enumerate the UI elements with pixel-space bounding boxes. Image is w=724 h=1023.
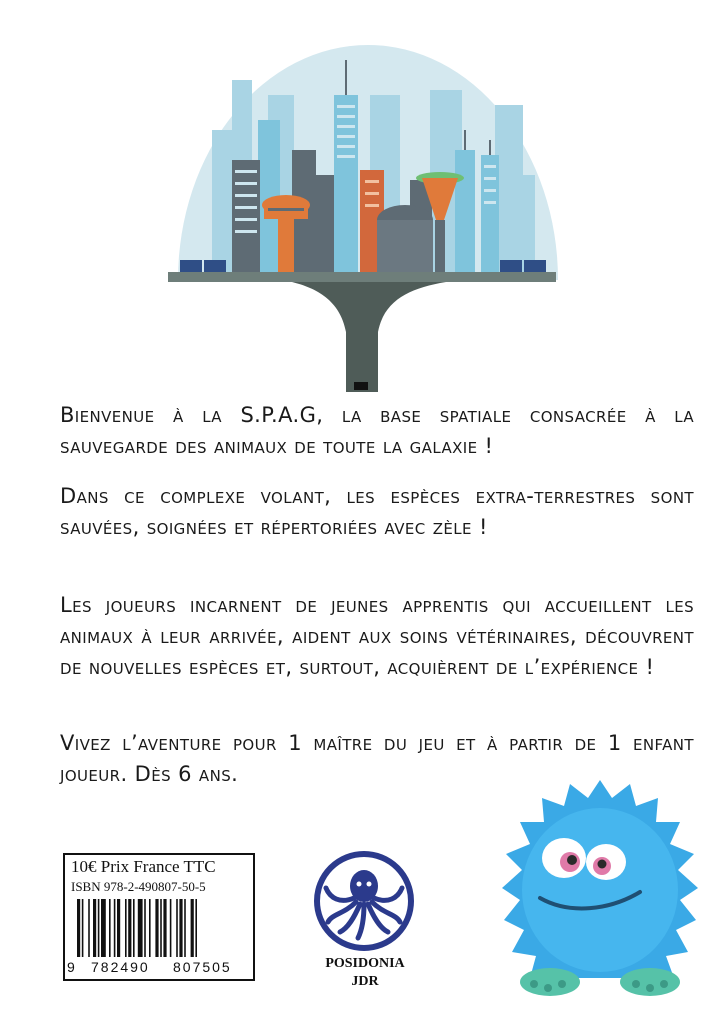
isbn-label: ISBN 978-2-490807-50-5 xyxy=(71,879,206,894)
blurb-audience: Vivez l’aventure pour 1 maître du jeu et à partir de 1 enfant joueur. Dès 6 ans. xyxy=(60,731,694,786)
barcode-digit-first: 9 xyxy=(67,959,75,975)
barcode-digits-left: 782490 xyxy=(91,959,150,975)
blurb-intro: Bienvenue à la S.P.A.G, la base spatiale consacrée à la sauvegarde des animaux de toute la galaxie ! xyxy=(60,403,694,458)
blurb-complex: Dans ce complexe volant, les espèces extra-terrestres sont sauvées, soignées et répertoriées avec zèle ! xyxy=(60,484,694,539)
publisher-name: POSIDONIA xyxy=(325,956,405,971)
price-label: 10€ Prix France TTC xyxy=(71,857,216,876)
domed-space-city-icon xyxy=(0,0,724,400)
publisher-suffix: JDR xyxy=(351,974,379,989)
barcode-icon xyxy=(77,899,249,959)
octopus-icon xyxy=(300,848,430,954)
barcode-box xyxy=(63,853,255,981)
blurb-players: Les joueurs incarnent de jeunes apprentis qui accueillent les animaux à leur arrivée, aident aux soins vétérinaires, découvrent de nouvelles espèces et, surtout, acquièrent de l’expérience ! xyxy=(60,593,694,679)
blue-furry-monster-icon xyxy=(490,770,710,1010)
barcode-digits-right: 807505 xyxy=(173,959,232,975)
publisher-logo xyxy=(300,848,430,998)
